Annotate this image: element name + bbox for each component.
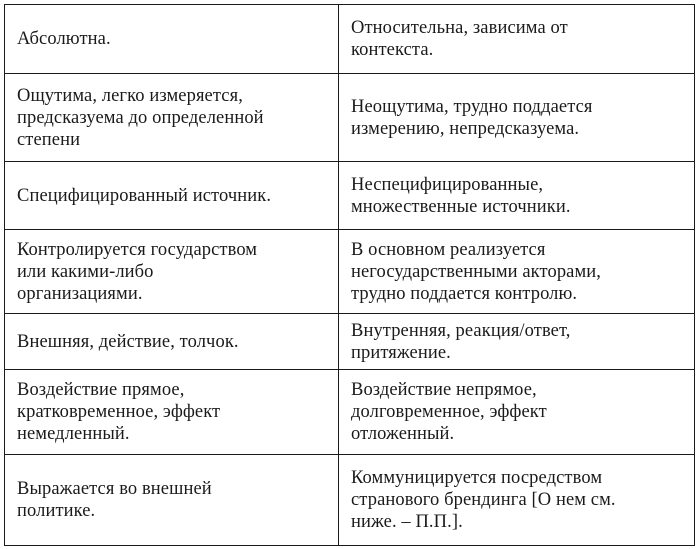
table-row [5, 5, 695, 74]
table-cell-left: Ощутима, легко измеряется, предсказуема до определенной степени [5, 74, 339, 162]
table-cell-left: Выражается во внешней политике. [5, 455, 339, 546]
table-cell-right: Относительна, зависима от контекста. [339, 5, 695, 74]
table-row [5, 74, 695, 162]
table-cell-right: Неспецифицированные, множественные источники. [339, 162, 695, 230]
table-cell-right: Неощутима, трудно поддается измерению, непредсказуема. [339, 74, 695, 162]
table-row [5, 455, 695, 546]
table-cell-right: Внутренняя, реакция/ответ, притяжение. [339, 314, 695, 370]
table-row [5, 162, 695, 230]
table-cell-right: В основном реализуется негосударственными акторами, трудно поддается контролю. [339, 230, 695, 314]
table-cell-right: Воздействие непрямое, долговременное, эффект отложенный. [339, 370, 695, 455]
table-cell-left: Внешняя, действие, толчок. [5, 314, 339, 370]
table-cell-left: Контролируется государством или какими-либо организациями. [5, 230, 339, 314]
comparison-table [4, 4, 695, 546]
table-cell-left: Специфицированный источник. [5, 162, 339, 230]
table-row [5, 370, 695, 455]
table-cell-left: Абсолютна. [5, 5, 339, 74]
table-cell-right: Коммуницируется посредством странового брендинга [О нем см. ниже. – П.П.]. [339, 455, 695, 546]
table-row [5, 230, 695, 314]
table-cell-left: Воздействие прямое, кратковременное, эффект немедленный. [5, 370, 339, 455]
table-row [5, 314, 695, 370]
